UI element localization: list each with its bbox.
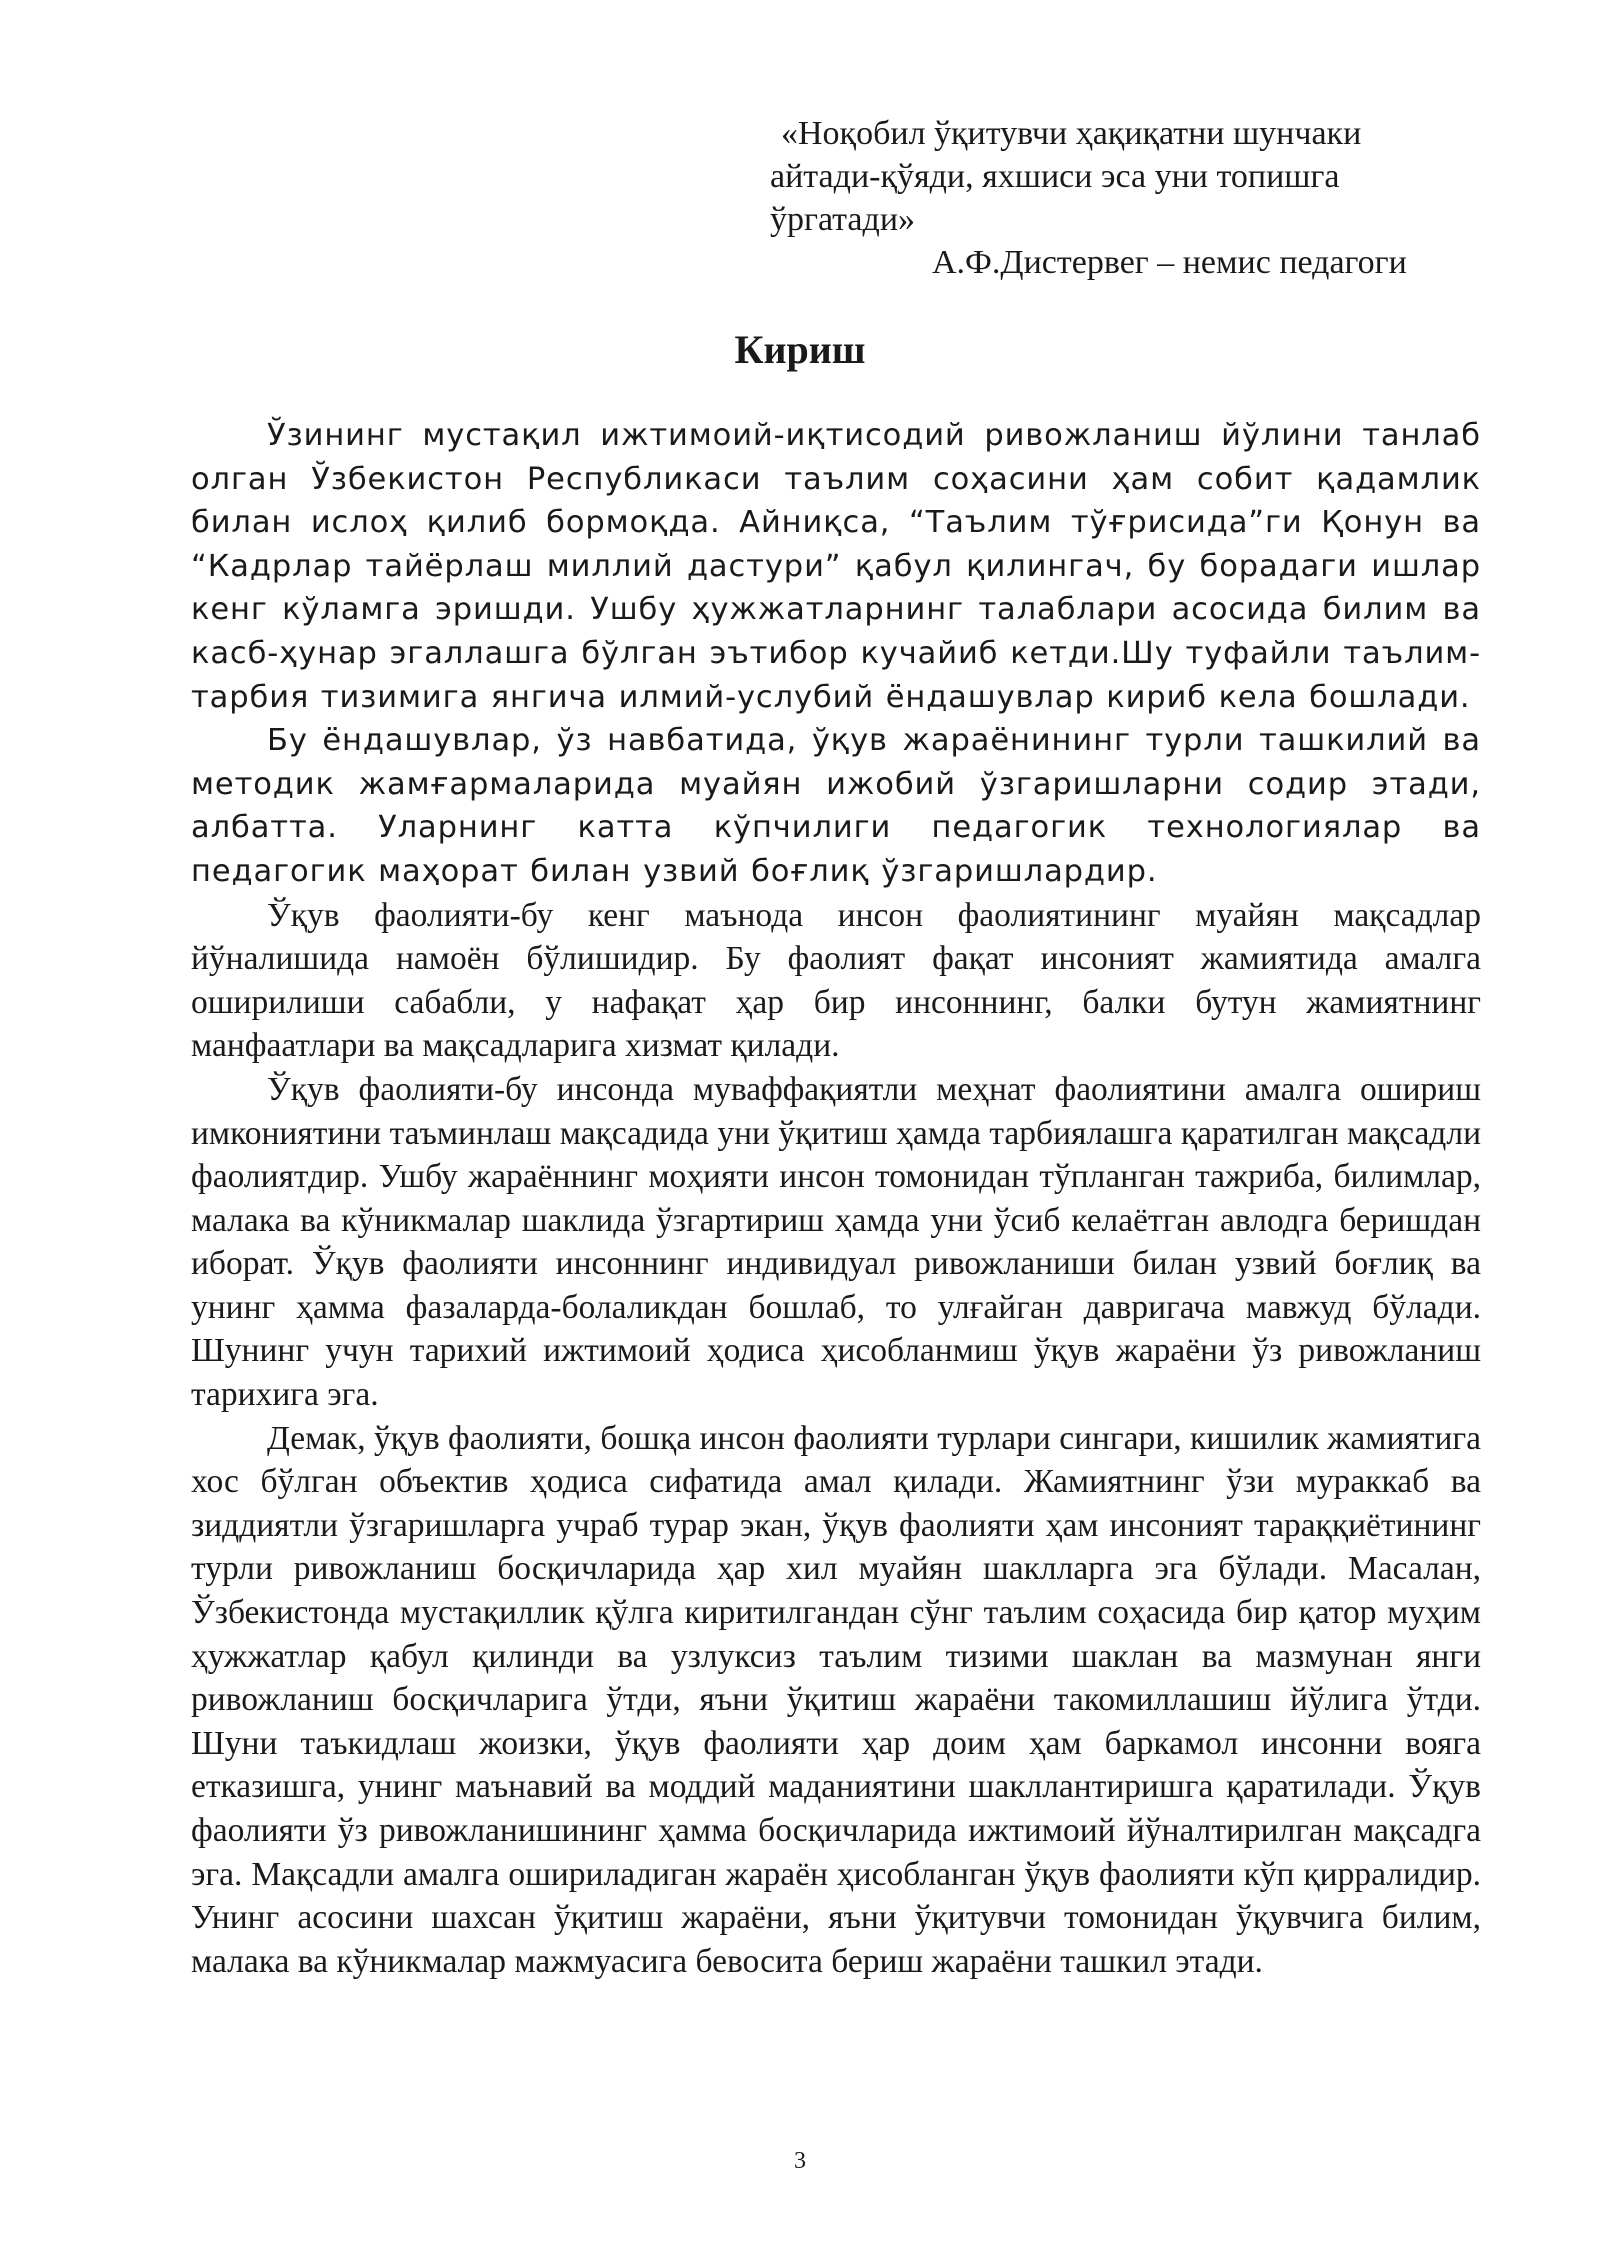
epigraph [770, 112, 1480, 284]
paragraph-1: Ўзининг мустақил ижтимоий-иқтисодий ривожланиш йўлини танлаб олган Ўзбекистон Республикаси таълим соҳасини ҳам собит қадамлик билан ислоҳ қилиб бормоқда. Айниқса, “Таълим тўғрисида”ги Қонун ва “Кадрлар тайёрлаш миллий дастури” қабул қилингач, бу борадаги ишлар кенг кўламга эришди. Ушбу ҳужжатларнинг талаблари асосида билим ва касб-ҳунар эгаллашга бўлган эътибор кучайиб кетди.Шу туфайли таълим-тарбия тизимига янгича илмий-услубий ёндашувлар кириб кела бошлади. [191, 418, 1481, 715]
paragraph-5: Демак, ўқув фаолияти, бошқа инсон фаолияти турлари сингари, кишилик жамиятига хос бўлган объектив ҳодиса сифатида амал қилади. Жамиятнинг ўзи мураккаб ва зиддиятли ўзгаришларга учраб турар экан, ўқув фаолияти ҳам инсоният тараққиётининг турли ривожланиш босқичларида ҳар хил муайян шаклларга эга бўлади. Масалан, Ўзбекистонда мустақиллик қўлга киритилгандан сўнг таълим соҳасида бир қатор муҳим ҳужжатлар қабул қилинди ва узлуксиз таълим тизими шаклан ва мазмунан янги ривожланиш босқичларига ўтди, яъни ўқитиш жараёни такомиллашиш йўлига ўтди. Шуни таъкидлаш жоизки, ўқув фаолияти ҳар доим ҳам баркамол инсонни вояга етказишга, унинг маънавий ва моддий маданиятини шакллантиришга қаратилади. Ўқув фаолияти ўз ривожланишининг ҳамма босқичларида ижтимоий йўналтирилган мақсадга эга. Мақсадли амалга ошириладиган жараён ҳисобланган ўқув фаолияти кўп қирралидир. Унинг асосини шахсан ўқитиш жараёни, яъни ўқитувчи томонидан ўқувчига билим, малака ва кўникмалар мажмуасига бевосита бериш жараёни ташкил этади. [191, 1419, 1481, 1980]
paragraph-4: Ўқув фаолияти-бу инсонда муваффақиятли меҳнат фаолиятини амалга ошириш имкониятини таъминлаш мақсадида уни ўқитиш ҳамда тарбиялашга қаратилган мақсадли фаолиятдир. Ушбу жараённинг моҳияти инсон томонидан тўпланган тажриба, билимлар, малака ва кўникмалар шаклида ўзгартириш ҳамда уни ўсиб келаётган авлодга беришдан иборат. Ўқув фаолияти инсоннинг индивидуал ривожланиши билан узвий боғлиқ ва унинг ҳамма фазаларда-болаликдан бошлаб, то улғайган давригача мавжуд бўлади. Шунинг учун тарихий ижтимоий ҳодиса ҳисобланмиш ўқув жараёни ўз ривожланиш тарихига эга. [191, 1070, 1481, 1414]
body-text [191, 414, 1481, 1983]
paragraph-2: Бу ёндашувлар, ўз навбатида, ўқув жараёнининг турли ташкилий ва методик жамғармаларида муайян ижобий ўзгаришларни содир этади, албатта. Уларнинг катта кўпчилиги педагогик технологиялар ва педагогик маҳорат билан узвий боғлиқ ўзгаришлардир. [191, 723, 1481, 889]
page-number: 3 [794, 2148, 806, 2174]
section-title: Кириш [734, 327, 866, 372]
epigraph-author: А.Ф.Дистервег – немис педагоги [932, 244, 1407, 281]
paragraph-3: Ўқув фаолияти-бу кенг маънода инсон фаолиятининг муайян мақсадлар йўналишида намоён бўлишидир. Бу фаолият фақат инсоният жамиятида амалга оширилиши сабабли, у нафақат ҳар бир инсоннинг, балки бутун жамиятнинг манфаатлари ва мақсадларига хизмат қилади. [191, 896, 1481, 1065]
epigraph-quote: «Ноқобил ўқитувчи ҳақиқатни шунчаки айтади-қўяди, яхшиси эса уни топишга ўргатади» [770, 115, 1362, 238]
